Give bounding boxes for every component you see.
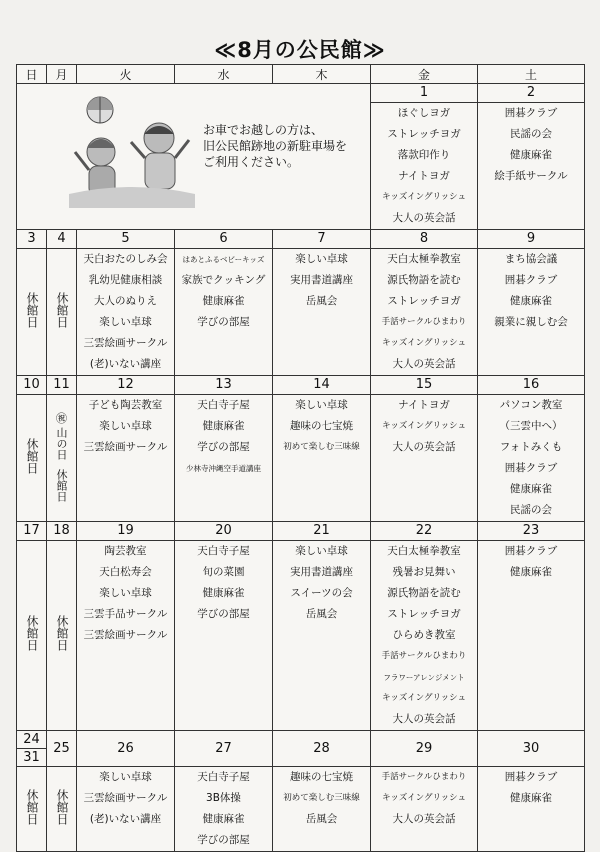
event-item: 手話サークルひまわり — [381, 317, 467, 327]
day-number: 11 — [47, 376, 77, 395]
event-item: 絵手紙サークル — [494, 170, 568, 182]
event-item: 陶芸教室 — [104, 545, 147, 557]
events-cell — [478, 767, 585, 852]
notice-line: お車でお越しの方は、 — [203, 123, 324, 137]
day-number: 8 — [371, 230, 478, 249]
event-item: 囲碁クラブ — [504, 107, 558, 119]
weekday-sat: 土 — [478, 65, 585, 84]
event-item: (老)いない講座 — [89, 358, 162, 370]
event-item: ナイトヨガ — [398, 399, 450, 411]
week2-event-row — [17, 249, 585, 376]
day-number: 1 — [371, 84, 478, 103]
day-number: 27 — [175, 731, 273, 767]
day-number: 9 — [478, 230, 585, 249]
beach-ball-icon — [87, 97, 113, 123]
event-item: 健康麻雀 — [510, 792, 552, 804]
event-item: 三雲絵画サークル — [83, 441, 168, 453]
event-item: 趣味の七宝焼 — [290, 420, 353, 432]
day-number: 10 — [17, 376, 47, 395]
event-item: 三雲絵画サークル — [83, 792, 168, 804]
week3-event-row — [17, 395, 585, 522]
day-number-31: 31 — [23, 750, 40, 765]
event-item: 健康麻雀 — [202, 295, 245, 307]
events-cell — [371, 541, 478, 731]
events-cell — [371, 395, 478, 522]
event-item: 健康麻雀 — [202, 420, 245, 432]
event-item: 岳風会 — [305, 295, 338, 307]
day-number: 22 — [371, 522, 478, 541]
day-number: 14 — [273, 376, 371, 395]
day-number: 28 — [273, 731, 371, 767]
day-number: 3 — [17, 230, 47, 249]
holiday-mark-icon: ㊗ — [56, 411, 67, 425]
event-item: 岳風会 — [305, 813, 338, 825]
closed-label — [47, 541, 77, 731]
week4-event-row — [17, 541, 585, 731]
notice-line: ご利用ください。 — [203, 155, 300, 169]
day-number: 20 — [175, 522, 273, 541]
holiday-cell — [47, 395, 77, 522]
day-number — [17, 731, 47, 767]
events-cell — [175, 541, 273, 731]
event-item: 少林寺沖縄空手道講座 — [186, 464, 261, 473]
events-cell — [371, 767, 478, 852]
day-number: 2 — [478, 84, 585, 103]
notice-line: 旧公民館跡地の新駐車場を — [203, 139, 348, 153]
events-cell — [175, 249, 273, 376]
events-cell — [77, 541, 175, 731]
events-cell — [478, 249, 585, 376]
week2-day-row — [17, 230, 585, 249]
notice-cell — [17, 84, 371, 230]
event-item: 学びの部屋 — [197, 834, 250, 846]
day-number: 6 — [175, 230, 273, 249]
closed-text: 休館日 — [55, 468, 68, 502]
event-item: 天白松寿会 — [99, 566, 152, 578]
event-item: ひらめき教室 — [392, 629, 456, 641]
event-item: 岳風会 — [305, 608, 338, 620]
event-item: ほぐしヨガ — [397, 107, 451, 119]
event-item: 子ども陶芸教室 — [88, 399, 163, 411]
event-item: 乳幼児健康相談 — [88, 274, 163, 286]
event-item: （三雲中へ） — [499, 420, 563, 432]
closed-label — [47, 767, 77, 852]
event-item: まち協会議 — [504, 253, 558, 265]
event-item: 残暑お見舞い — [392, 566, 456, 578]
events-cell — [273, 249, 371, 376]
event-item: 実用書道講座 — [290, 274, 353, 286]
event-item: 楽しい卓球 — [99, 771, 152, 783]
event-item: 囲碁クラブ — [504, 771, 558, 783]
beach-kids-illustration — [67, 90, 197, 210]
closed-text: 休館日 — [25, 788, 39, 825]
event-item: 楽しい卓球 — [295, 253, 348, 265]
event-item: 親業に親しむ会 — [494, 316, 568, 328]
event-item: 囲碁クラブ — [504, 462, 558, 474]
event-item: 囲碁クラブ — [504, 545, 558, 557]
event-item: 民謡の会 — [510, 504, 552, 516]
events-cell — [371, 249, 478, 376]
day-number: 17 — [17, 522, 47, 541]
event-item: ストレッチヨガ — [387, 608, 461, 620]
day-number-24: 24 — [17, 731, 46, 749]
event-item: はあとふるベビーキッズ — [182, 255, 265, 264]
event-item: 健康麻雀 — [202, 587, 245, 599]
event-item: スイーツの会 — [290, 587, 353, 599]
events-cell — [273, 767, 371, 852]
day-number: 4 — [47, 230, 77, 249]
event-item: 源氏物語を読む — [387, 274, 461, 286]
week5-day-row — [17, 731, 585, 767]
event-item: 健康麻雀 — [202, 813, 245, 825]
events-cell — [371, 103, 478, 230]
week4-day-row — [17, 522, 585, 541]
event-item: 楽しい卓球 — [295, 545, 348, 557]
weekday-tue: 火 — [77, 65, 175, 84]
event-item: 楽しい卓球 — [99, 420, 152, 432]
events-cell — [77, 249, 175, 376]
event-item: 家族でクッキング — [181, 274, 266, 286]
event-item: 健康麻雀 — [510, 295, 552, 307]
event-item: 3B体操 — [206, 792, 241, 804]
event-item: 大人の英会話 — [392, 713, 456, 725]
event-item: 学びの部屋 — [197, 316, 250, 328]
event-item: 天白寺子屋 — [197, 771, 250, 783]
event-item: 学びの部屋 — [197, 608, 250, 620]
event-item: パソコン教室 — [499, 399, 563, 411]
event-item: ストレッチヨガ — [387, 128, 461, 140]
day-number: 15 — [371, 376, 478, 395]
day-number: 29 — [371, 731, 478, 767]
event-item: 三雲手品サークル — [83, 608, 168, 620]
event-item: 天白太極拳教室 — [387, 253, 461, 265]
events-cell — [175, 767, 273, 852]
week1-day-row — [17, 84, 585, 103]
day-number: 25 — [47, 731, 77, 767]
day-number: 19 — [77, 522, 175, 541]
event-item: キッズイングリッシュ — [382, 793, 466, 803]
day-number: 16 — [478, 376, 585, 395]
closed-label — [47, 249, 77, 376]
holiday-name: 山の日 — [55, 426, 68, 460]
event-item: 大人の英会話 — [392, 813, 456, 825]
closed-label — [17, 395, 47, 522]
closed-text: 休館日 — [55, 788, 69, 825]
girl-figure-icon — [75, 138, 115, 196]
weekday-mon: 月 — [47, 65, 77, 84]
closed-label — [17, 767, 47, 852]
events-cell — [77, 395, 175, 522]
closed-text: 休館日 — [55, 615, 69, 651]
event-item: 囲碁クラブ — [504, 274, 558, 286]
events-cell — [273, 395, 371, 522]
event-item: 健康麻雀 — [510, 483, 552, 495]
event-item: 実用書道講座 — [290, 566, 353, 578]
event-item: 楽しい卓球 — [295, 399, 348, 411]
week3-day-row — [17, 376, 585, 395]
event-item: 初めて楽しむ三味線 — [283, 793, 360, 803]
event-item: フォトみくも — [499, 441, 563, 453]
day-number: 18 — [47, 522, 77, 541]
event-item: 落款印作り — [397, 149, 451, 161]
event-item: 趣味の七宝焼 — [290, 771, 353, 783]
event-item: キッズイングリッシュ — [382, 421, 466, 431]
event-item: 初めて楽しむ三味線 — [283, 442, 360, 452]
day-number: 30 — [478, 731, 585, 767]
event-item: 学びの部屋 — [197, 441, 250, 453]
event-item: 手話サークルひまわり — [381, 651, 467, 661]
event-item: 手話サークルひまわり — [381, 772, 467, 782]
event-item: 天白寺子屋 — [197, 399, 250, 411]
events-cell — [77, 767, 175, 852]
event-item: 三雲絵画サークル — [83, 337, 168, 349]
day-number: 13 — [175, 376, 273, 395]
event-item: キッズイングリッシュ — [382, 693, 466, 703]
event-item: 天白おたのしみ会 — [83, 253, 168, 265]
event-item: ナイトヨガ — [398, 170, 450, 182]
closed-text: 休館日 — [25, 291, 39, 328]
event-item: 大人の英会話 — [392, 212, 456, 224]
closed-label — [17, 541, 47, 731]
boy-figure-icon — [131, 123, 189, 189]
day-number: 26 — [77, 731, 175, 767]
events-cell — [478, 395, 585, 522]
closed-label — [17, 249, 47, 376]
day-number: 21 — [273, 522, 371, 541]
events-cell — [175, 395, 273, 522]
event-item: 三雲絵画サークル — [83, 629, 168, 641]
event-item: キッズイングリッシュ — [382, 338, 466, 348]
events-cell — [478, 103, 585, 230]
event-item: 源氏物語を読む — [387, 587, 461, 599]
weekday-thu: 木 — [273, 65, 371, 84]
water-wave-icon — [69, 187, 195, 208]
event-item: 天白寺子屋 — [197, 545, 250, 557]
event-item: キッズイングリッシュ — [382, 192, 466, 202]
event-item: 大人のぬりえ — [94, 295, 157, 307]
closed-text: 休館日 — [55, 291, 69, 328]
event-item: 健康麻雀 — [510, 566, 552, 578]
event-item: 楽しい卓球 — [99, 316, 152, 328]
events-cell — [273, 541, 371, 731]
closed-text: 休館日 — [25, 615, 39, 651]
event-item: フラワーアレンジメント — [383, 673, 465, 682]
parking-notice — [203, 122, 347, 170]
event-item: 大人の英会話 — [392, 358, 456, 370]
day-number: 12 — [77, 376, 175, 395]
event-item: ストレッチヨガ — [387, 295, 461, 307]
day-number: 23 — [478, 522, 585, 541]
closed-text: 休館日 — [25, 437, 39, 474]
event-item: 健康麻雀 — [510, 149, 552, 161]
weekday-fri: 金 — [371, 65, 478, 84]
page-title: ≪8月の公民館≫ — [214, 38, 386, 62]
event-item: 楽しい卓球 — [99, 587, 152, 599]
week5-event-row — [17, 767, 585, 852]
weekday-sun: 日 — [17, 65, 47, 84]
event-item: 天白太極拳教室 — [387, 545, 461, 557]
event-item: (老)いない講座 — [89, 813, 162, 825]
event-item: 旬の菜園 — [202, 566, 245, 578]
weekday-header-row — [17, 65, 585, 84]
weekday-wed: 水 — [175, 65, 273, 84]
day-number: 7 — [273, 230, 371, 249]
calendar-table — [16, 64, 585, 852]
event-item: 民謡の会 — [510, 128, 552, 140]
day-number: 5 — [77, 230, 175, 249]
event-item: 大人の英会話 — [392, 441, 456, 453]
events-cell — [478, 541, 585, 731]
